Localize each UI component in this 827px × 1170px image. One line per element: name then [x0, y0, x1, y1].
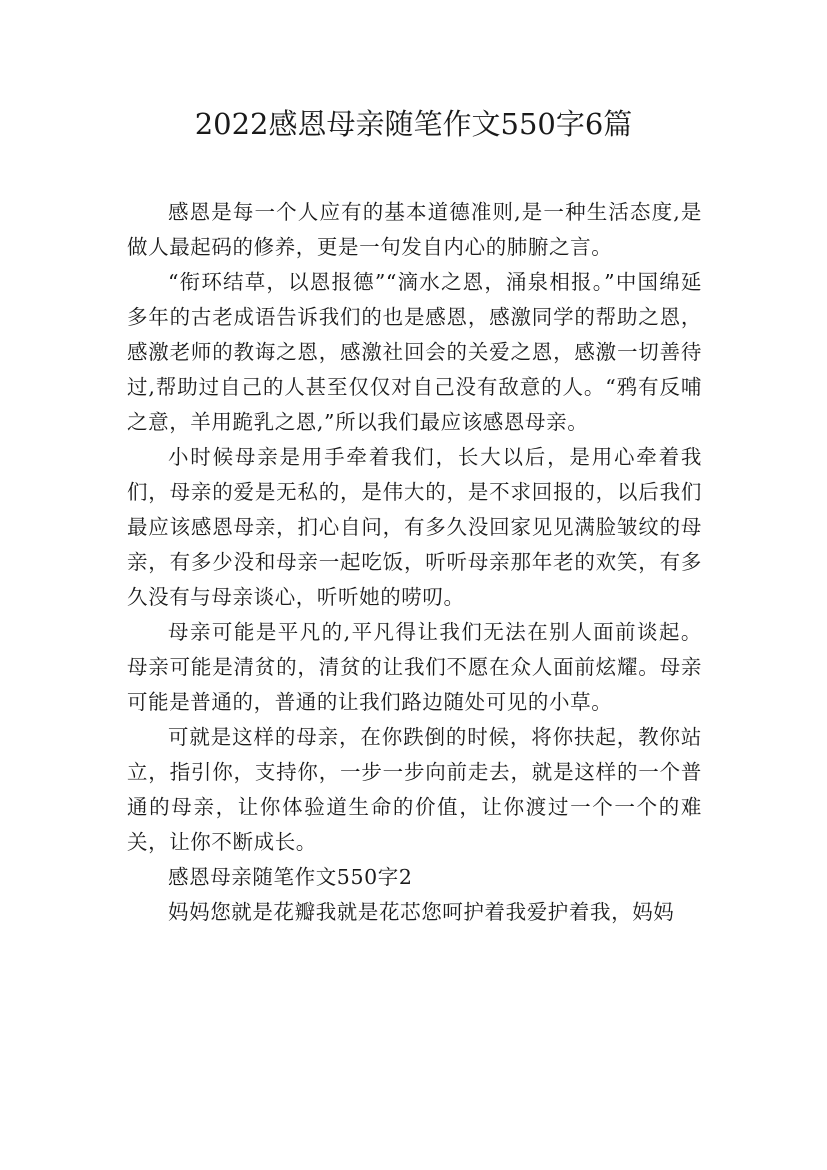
paragraph: 小时候母亲是用手牵着我们，长大以后，是用心牵着我们，母亲的爱是无私的，是伟大的，是不求回报的，以后我们最应该感恩母亲，扪心自问，有多久没回家见见满脸皱纹的母亲，有多少没和母亲一起吃饭，听听母亲那年老的欢笑，有多久没有与母亲谈心，听听她的唠叨。 [127, 445, 702, 609]
paragraph: “衔环结草，以恩报德”“滴水之恩，涌泉相报。”中国绵延多年的古老成语告诉我们的也是感恩，感激同学的帮助之恩，感激老师的教诲之恩，感激社回会的关爱之恩，感激一切善待过,帮助过自己的人甚至仅仅对自己没有敌意的人。“鸦有反哺之意，羊用跪乳之恩,”所以我们最应该感恩母亲。 [127, 270, 702, 434]
paragraph: 妈妈您就是花瓣我就是花芯您呵护着我爱护着我，妈妈 [168, 900, 675, 924]
paragraph: 母亲可能是平凡的,平凡得让我们无法在别人面前谈起。母亲可能是清贫的，清贫的让我们不愿在众人面前炫耀。母亲可能是普通的，普通的让我们路边随处可见的小草。 [127, 620, 702, 714]
paragraph: 可就是这样的母亲，在你跌倒的时候，将你扶起，教你站立，指引你，支持你，一步一步向前走去，就是这样的一个普通的母亲，让你体验道生命的价值，让你渡过一个一个的难关，让你不断成长。 [127, 725, 702, 854]
paragraph: 感恩是每一个人应有的基本道德准则,是一种生活态度,是做人最起码的修养，更是一句发自内心的肺腑之言。 [127, 200, 702, 259]
document-title: 2022感恩母亲随笔作文550字6篇 [194, 107, 633, 141]
document-body [127, 195, 702, 930]
section-heading: 感恩母亲随笔作文550字2 [168, 865, 413, 889]
